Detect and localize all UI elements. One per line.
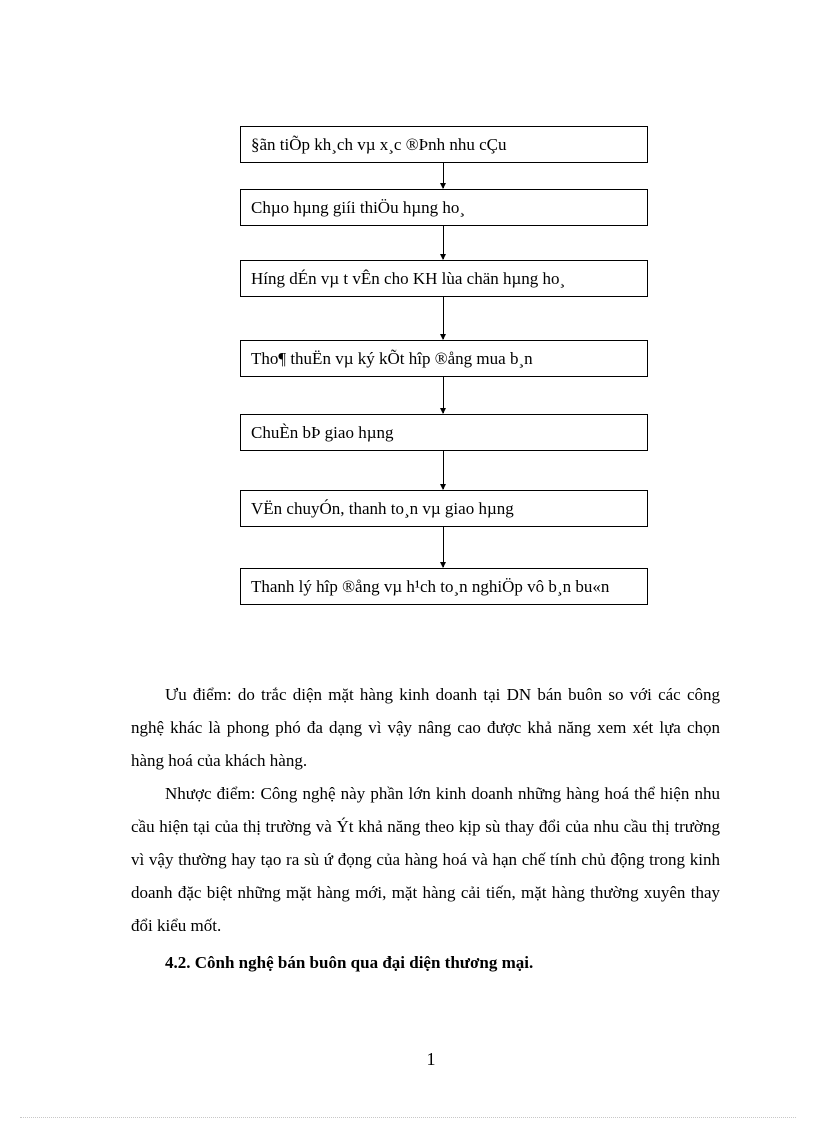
page-number: 1	[426, 1049, 436, 1069]
flow-arrow-6	[443, 527, 444, 567]
flowchart-step-4: Tho¶ thuËn vµ ký kÕt hîp ®ång mua b¸n	[240, 340, 648, 377]
advantages-paragraph: Ưu điểm: do trắc diện mặt hàng kinh doanh tại DN bán buôn so với các công nghệ khác là phong phó đa dạng vì vậy nâng cao được khả năng xem xét lựa chọn hàng hoá của khách hàng.	[131, 685, 720, 770]
flowchart-step-7: Thanh lý hîp ®ång vµ h¹ch to¸n nghiÖp vô b¸n bu«n	[240, 568, 648, 605]
section-heading: 4.2. Cônh nghệ bán buôn qua đại diện thương mại.	[165, 953, 534, 972]
disadvantages-paragraph: Nhược điểm: Công nghệ này phần lớn kinh doanh những hàng hoá thể hiện nhu cầu hiện tại của thị trường và Ýt khả năng theo kịp sù thay đổi của nhu cầu thị trường vì vậy thường hay tạo ra sù ứ đọng của hàng hoá và hạn chế tính chủ động trong kinh doanh đặc biệt những mặt hàng mới, mặt hàng cải tiến, mặt hàng thường xuyên thay đổi kiểu mốt.	[131, 784, 720, 935]
flowchart-step-2: Chµo hµng giíi thiÖu hµng ho¸	[240, 189, 648, 226]
flowchart-step-6: VËn chuyÓn, thanh to¸n vµ giao hµng	[240, 490, 648, 527]
flow-arrow-2	[443, 226, 444, 259]
flow-arrow-4	[443, 377, 444, 413]
flowchart-step-1: §ãn tiÕp kh¸ch vµ x¸c ®Þnh nhu cÇu	[240, 126, 648, 163]
footer-divider	[20, 1117, 796, 1118]
flowchart-step-5: ChuÈn bÞ giao hµng	[240, 414, 648, 451]
flow-arrow-1	[443, 163, 444, 188]
flow-arrow-5	[443, 451, 444, 489]
flowchart-step-3: Híng dÉn vµ t vÊn cho KH lùa chän hµng ho¸	[240, 260, 648, 297]
flow-arrow-3	[443, 297, 444, 339]
